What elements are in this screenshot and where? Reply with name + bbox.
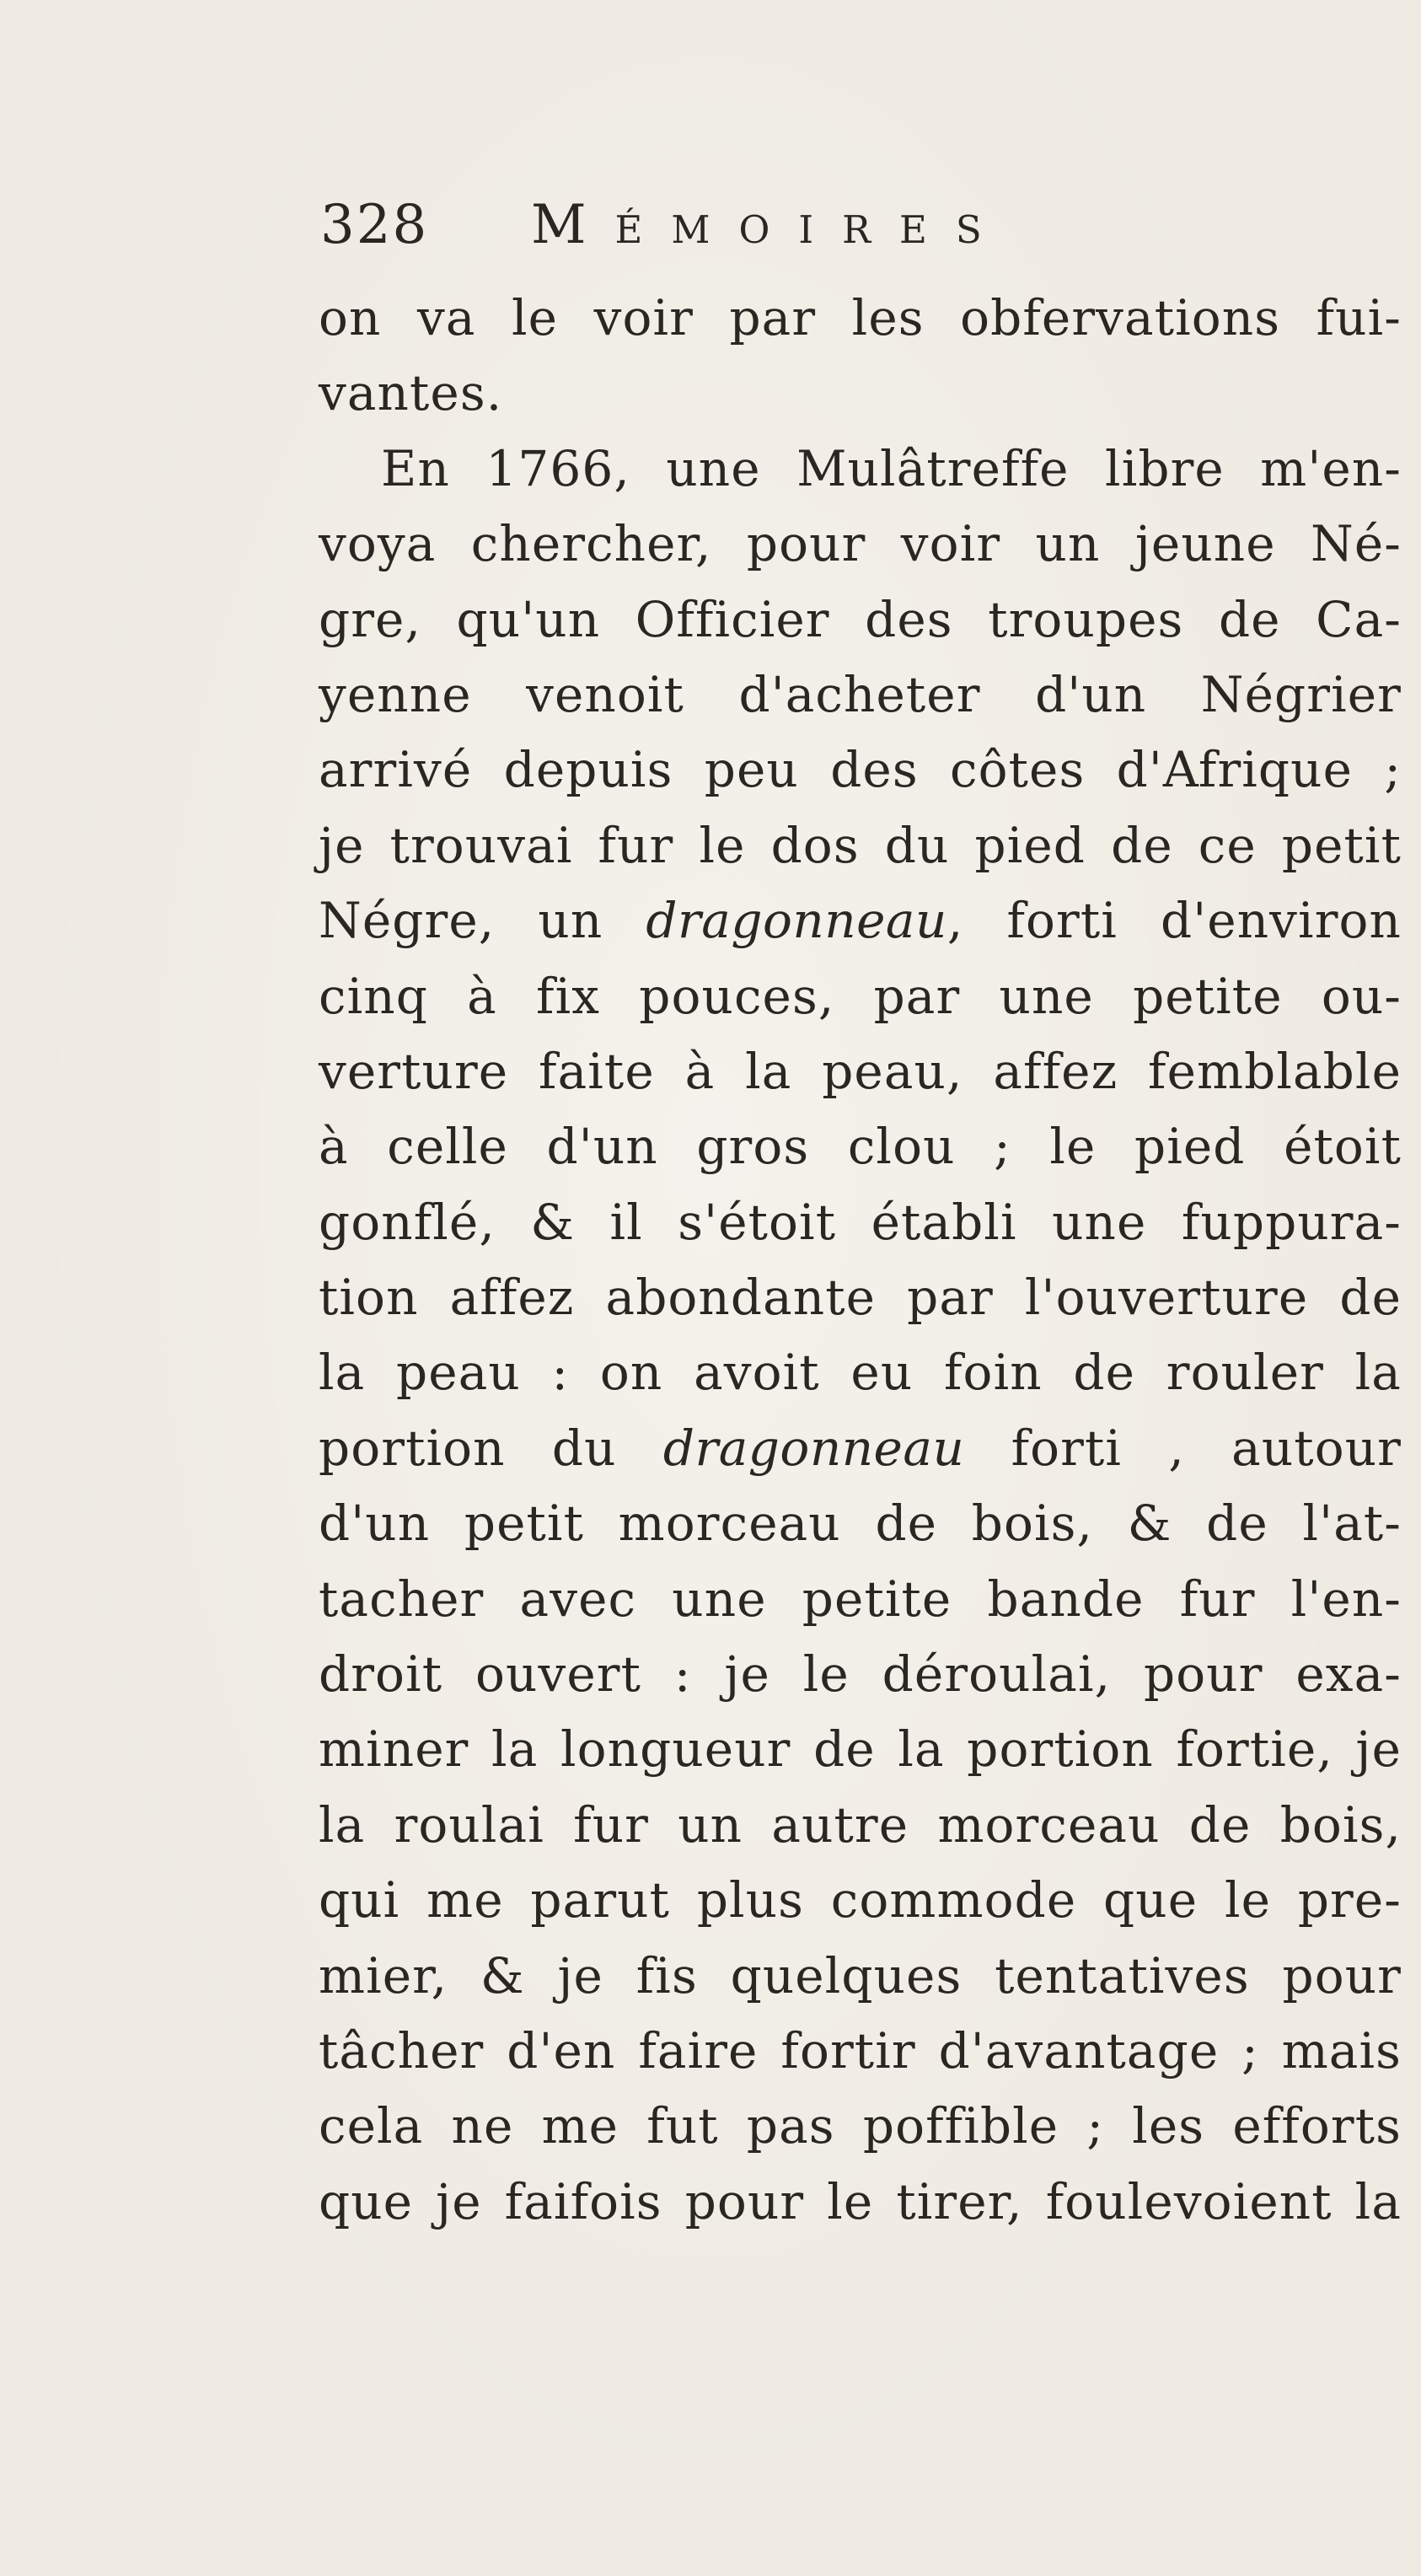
text-line: mier, & je fis quelques tentatives pour [319,1946,1402,2004]
text-line: qui me parut plus commode que le pre- [319,1871,1402,1929]
text-line [319,1411,1402,1486]
text-line: droit ouvert : je le déroulai, pour exa- [319,1645,1402,1704]
text-segment: forti , autour [964,1419,1402,1477]
page-number: 328 [320,194,429,256]
page-header [320,194,1163,278]
text-line: tion affez abondante par l'ouverture de [319,1269,1402,1327]
body-text [319,281,1402,2240]
text-line: gre, qu'un Officier des troupes de Ca- [319,590,1402,648]
italic-term: dragonneau [646,892,947,950]
text-line: En 1766, une Mulâtreffe libre m'en- [381,439,1402,497]
text-line: on va le voir par les obfervations fui- [319,289,1402,346]
text-line: vantes. [319,364,503,422]
text-line: la peau : on avoit eu foin de rouler la [319,1344,1402,1402]
text-segment: , forti d'environ [946,892,1402,950]
text-line: tacher avec une petite bande fur l'en- [319,1570,1402,1628]
text-line: miner la longueur de la portion fortie, je [319,1720,1402,1779]
text-line: voya chercher, pour voir un jeune Né- [319,515,1402,573]
italic-term: dragonneau [662,1419,965,1477]
text-line [319,883,1402,958]
text-line: d'un petit morceau de bois, & de l'at- [319,1495,1402,1553]
text-line: yenne venoit d'acheter d'un Négrier [319,665,1402,723]
text-line: cinq à fix pouces, par une petite ou- [319,967,1402,1025]
text-line: gonflé, & il s'étoit établi une fuppura- [319,1193,1402,1251]
text-line: la roulai fur un autre morceau de bois, [319,1795,1402,1854]
text-segment: Négre, un [319,892,646,950]
text-segment: portion du [319,1419,663,1477]
text-line: à celle d'un gros clou ; le pied étoit [319,1118,1402,1176]
text-line: tâcher d'en faire fortir d'avantage ; mais [319,2021,1402,2080]
text-line: cela ne me fut pas poffible ; les efforts [319,2097,1402,2155]
text-line: que je faifois pour le tirer, foulevoient la [319,2172,1402,2230]
running-head: Mémoires [531,194,1011,256]
text-line: arrivé depuis peu des côtes d'Afrique ; [319,741,1402,799]
text-line: je trouvai fur le dos du pied de ce petit [319,816,1402,874]
text-line: verture faite à la peau, affez femblable [319,1042,1402,1100]
